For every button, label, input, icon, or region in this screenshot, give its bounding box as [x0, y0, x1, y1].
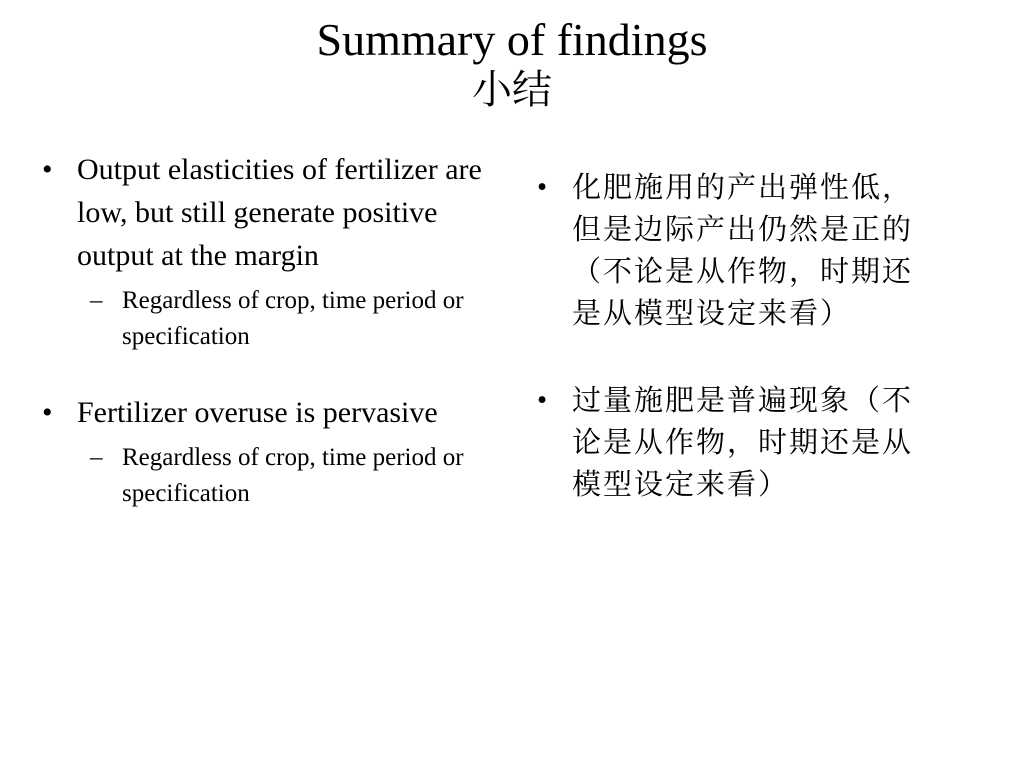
left-bullet-text: Output elasticities of fertilizer are low, but still generate positive output at the margin: [77, 153, 482, 272]
right-bullet-item: [535, 166, 935, 334]
title-chinese: 小结: [472, 66, 552, 113]
right-column: [535, 166, 935, 505]
dash-icon: –: [90, 444, 103, 471]
left-bullet-list: [40, 148, 485, 512]
right-bullet-text: 过量施肥是普遍现象（不论是从作物，时期还是从模型设定来看）: [572, 383, 914, 501]
right-bullet-item: [535, 379, 935, 505]
right-bullet-list: [535, 166, 935, 505]
left-column: [40, 148, 485, 512]
bullet-icon: •: [537, 171, 548, 203]
bullet-icon: •: [42, 153, 53, 186]
left-sub-item: [77, 283, 485, 355]
dash-icon: –: [90, 287, 103, 314]
title-english: Summary of findings: [316, 14, 708, 65]
bullet-icon: •: [537, 384, 548, 416]
left-sub-item: [77, 440, 485, 512]
slide-title: [0, 14, 1024, 112]
left-sub-list: [77, 283, 485, 355]
bullet-icon: •: [42, 396, 53, 429]
left-bullet-item: [40, 148, 485, 355]
left-bullet-text: Fertilizer overuse is pervasive: [77, 396, 438, 429]
left-sub-text: Regardless of crop, time period or specification: [122, 444, 464, 507]
left-sub-list: [77, 440, 485, 512]
right-bullet-text: 化肥施用的产出弹性低，但是边际产出仍然是正的（不论是从作物，时期还是从模型设定来看）: [572, 170, 914, 330]
left-sub-text: Regardless of crop, time period or specification: [122, 287, 464, 350]
left-bullet-item: [40, 391, 485, 512]
